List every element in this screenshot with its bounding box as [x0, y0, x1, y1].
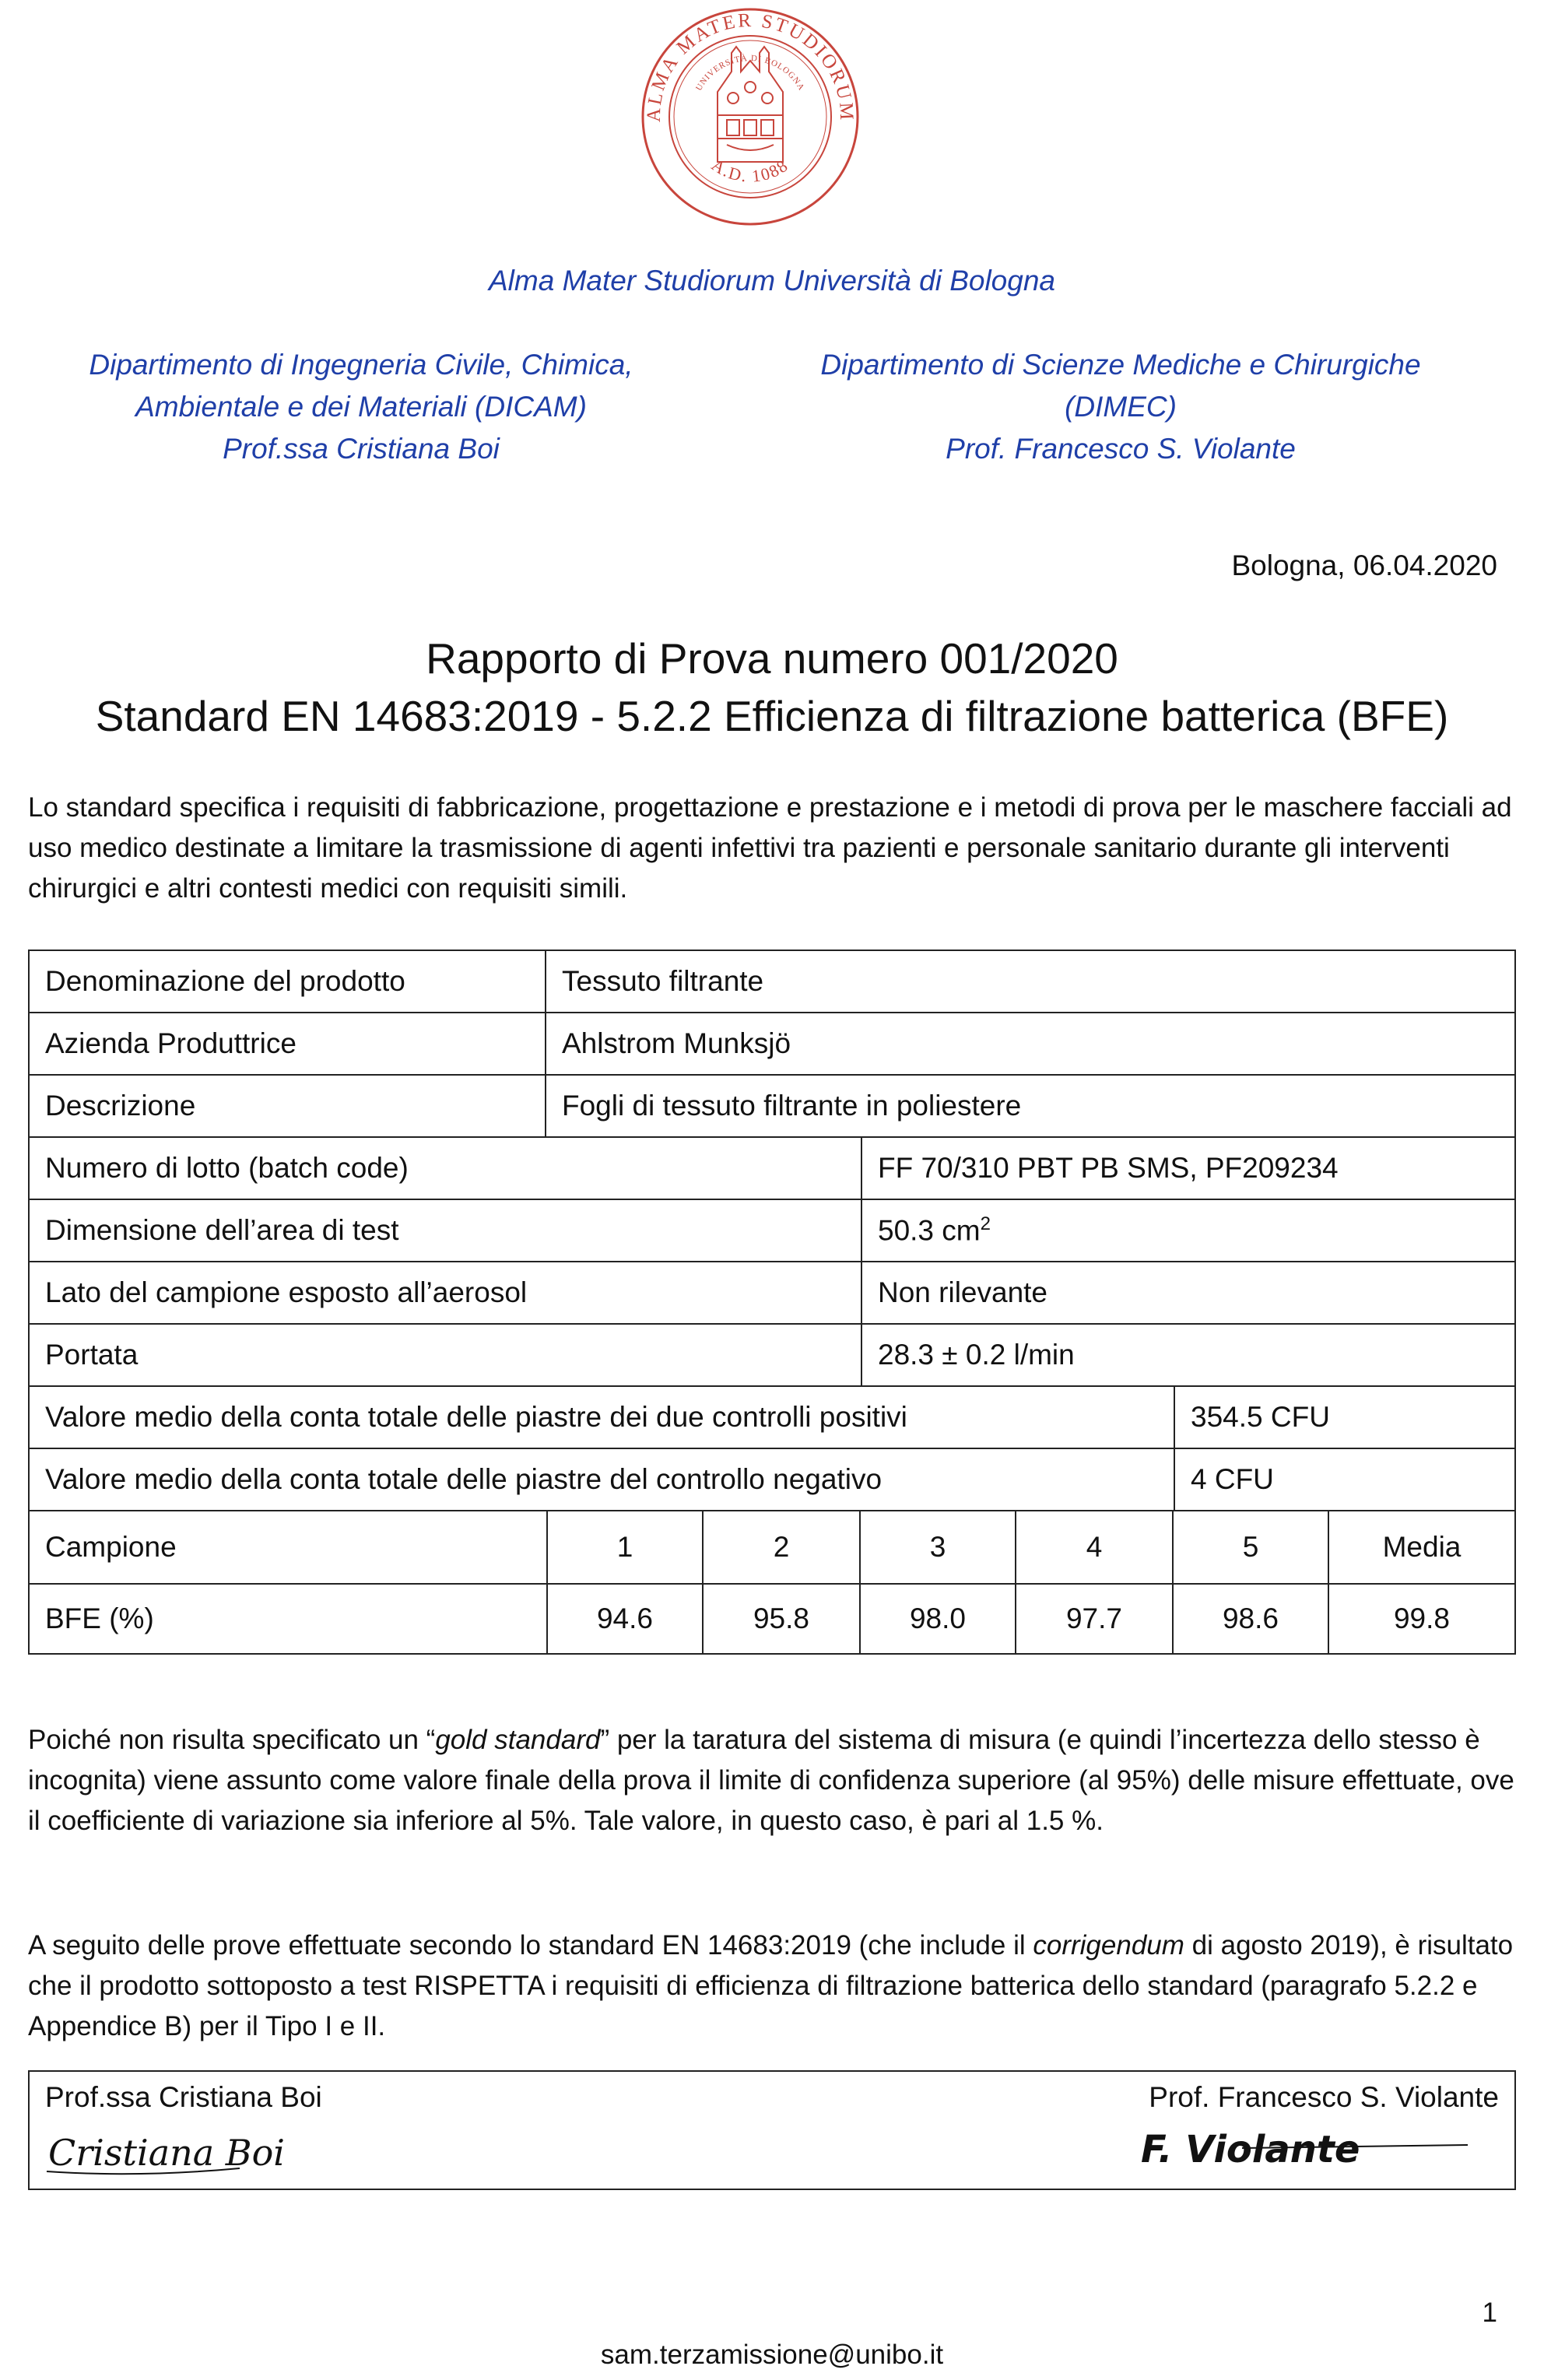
para2-emphasis: gold standard — [435, 1725, 601, 1755]
average-column-header: Media — [1328, 1511, 1515, 1584]
sample-column-header: 4 — [1016, 1511, 1173, 1584]
table-row — [29, 1137, 1515, 1199]
signature-right-text: F. Violante — [1141, 2128, 1360, 2171]
university-seal-logo — [640, 6, 861, 227]
product-info-table — [28, 950, 1516, 1138]
bfe-results-table — [28, 1510, 1516, 1655]
page-number: 1 — [1482, 2298, 1497, 2328]
product-label: Denominazione del prodotto — [29, 950, 546, 1013]
para3-post: di agosto 2019), è risultato che il prodotto sottoposto a test RISPETTA i requisiti di efficienza di filtrazione batterica dello standard (paragrafo 5.2.2 e Appendice B) per il Tipo I e II. — [28, 1930, 1514, 2041]
controls-table — [28, 1385, 1516, 1511]
bfe-average-value: 99.8 — [1328, 1584, 1515, 1654]
dept-right-line: (DIMEC) — [1065, 391, 1177, 423]
results-row-label: BFE (%) — [29, 1584, 547, 1654]
table-row — [29, 1324, 1515, 1386]
sample-column-header: 3 — [860, 1511, 1016, 1584]
product-label: Descrizione — [29, 1075, 546, 1137]
bfe-value: 94.6 — [547, 1584, 703, 1654]
table-row — [29, 1013, 1515, 1075]
param-label: Dimensione dell’area di test — [29, 1199, 861, 1262]
para3-emphasis: corrigendum — [1033, 1930, 1184, 1961]
product-value: Ahlstrom Munksjö — [546, 1013, 1515, 1075]
table-row — [29, 1199, 1515, 1262]
seal-outer-text: ALMA MATER STUDIORUM — [643, 9, 858, 123]
table-row — [29, 1262, 1515, 1324]
signature-left — [45, 2120, 325, 2185]
table-row — [29, 950, 1515, 1013]
seal-inner-text: UNIVERSITÀ DI BOLOGNA — [693, 53, 807, 93]
control-value: 4 CFU — [1174, 1448, 1515, 1511]
control-value: 354.5 CFU — [1174, 1386, 1515, 1448]
svg-text:ALMA MATER STUDIORUM — [644, 10, 858, 123]
param-value — [861, 1199, 1515, 1262]
signatory-right-name: Prof. Francesco S. Violante — [1149, 2081, 1499, 2113]
conclusion-paragraph — [28, 1925, 1514, 2047]
table-row — [29, 1075, 1515, 1137]
svg-text:UNIVERSITÀ DI BOLOGNA — [694, 54, 806, 93]
bfe-value: 98.0 — [860, 1584, 1016, 1654]
signatory-left-name: Prof.ssa Cristiana Boi — [45, 2081, 322, 2113]
bfe-value: 98.6 — [1173, 1584, 1328, 1654]
report-date: Bologna, 06.04.2020 — [1231, 549, 1497, 581]
dept-right-line: Prof. Francesco S. Violante — [946, 433, 1296, 465]
intro-paragraph: Lo standard specifica i requisiti di fabbricazione, progettazione e prestazione e i metodi di prova per le maschere facciali ad uso medico destinate a limitare la trasmissione di agenti infettivi tra pazienti e personale sanitario durante gli interventi chirurgici e altri contesti medici con requisiti simili. — [28, 792, 1512, 904]
param-value: FF 70/310 PBT PB SMS, PF209234 — [861, 1137, 1515, 1199]
uncertainty-paragraph — [28, 1720, 1514, 1841]
param-label: Portata — [29, 1324, 861, 1386]
dept-left-line: Dipartimento di Ingegneria Civile, Chimica, — [89, 349, 633, 381]
signature-right — [1133, 2117, 1491, 2182]
dept-left-line: Prof.ssa Cristiana Boi — [223, 433, 500, 465]
table-row — [29, 1386, 1515, 1448]
product-value: Tessuto filtrante — [546, 950, 1515, 1013]
test-area-value: 50.3 cm — [878, 1214, 981, 1247]
signature-left-text: Cristiana Boi — [48, 2132, 286, 2174]
dept-right-line: Dipartimento di Scienze Mediche e Chirurgiche — [820, 349, 1421, 381]
param-value: 28.3 ± 0.2 l/min — [861, 1324, 1515, 1386]
svg-text:A.D. 1088 — [708, 155, 792, 186]
report-subtitle: Standard EN 14683:2019 - 5.2.2 Efficienza di filtrazione batterica (BFE) — [95, 692, 1449, 740]
dept-left-line: Ambientale e dei Materiali (DICAM) — [135, 391, 587, 423]
sample-column-header: 1 — [547, 1511, 703, 1584]
report-title: Rapporto di Prova numero 001/2020 — [426, 634, 1118, 683]
results-header-label: Campione — [29, 1511, 547, 1584]
para3-pre: A seguito delle prove effettuate secondo lo standard EN 14683:2019 (che include il — [28, 1930, 1033, 1961]
param-value: Non rilevante — [861, 1262, 1515, 1324]
control-label: Valore medio della conta totale delle piastre dei due controlli positivi — [29, 1386, 1174, 1448]
sample-column-header: 5 — [1173, 1511, 1328, 1584]
table-row — [29, 1584, 1515, 1654]
control-label: Valore medio della conta totale delle piastre del controllo negativo — [29, 1448, 1174, 1511]
para2-pre: Poiché non risulta specificato un “ — [28, 1725, 436, 1755]
sample-column-header: 2 — [703, 1511, 860, 1584]
footer-email: sam.terzamissione@unibo.it — [600, 2340, 944, 2370]
test-parameters-table — [28, 1136, 1516, 1387]
seal-year: A.D. 1088 — [708, 154, 792, 186]
para2-post: ” per la taratura del sistema di misura (e quindi l’incertezza dello stesso è incognita) viene assunto come valore finale della prova il limite di confidenza superiore (al 95%) delle misure effettuate, ove il coefficiente di variazione sia inferiore al 5%. Tale valore, in questo caso, è pari al 1.5 %. — [28, 1725, 1514, 1836]
bfe-value: 95.8 — [703, 1584, 860, 1654]
department-left — [42, 344, 680, 470]
signature-box — [28, 2070, 1516, 2190]
param-label: Numero di lotto (batch code) — [29, 1137, 861, 1199]
table-row — [29, 1448, 1515, 1511]
department-right — [802, 344, 1440, 470]
table-row — [29, 1511, 1515, 1584]
unit-superscript: 2 — [980, 1213, 991, 1235]
param-label: Lato del campione esposto all’aerosol — [29, 1262, 861, 1324]
bfe-value: 97.7 — [1016, 1584, 1173, 1654]
university-name: Alma Mater Studiorum Università di Bologna — [489, 265, 1055, 297]
product-value: Fogli di tessuto filtrante in poliestere — [546, 1075, 1515, 1137]
product-label: Azienda Produttrice — [29, 1013, 546, 1075]
